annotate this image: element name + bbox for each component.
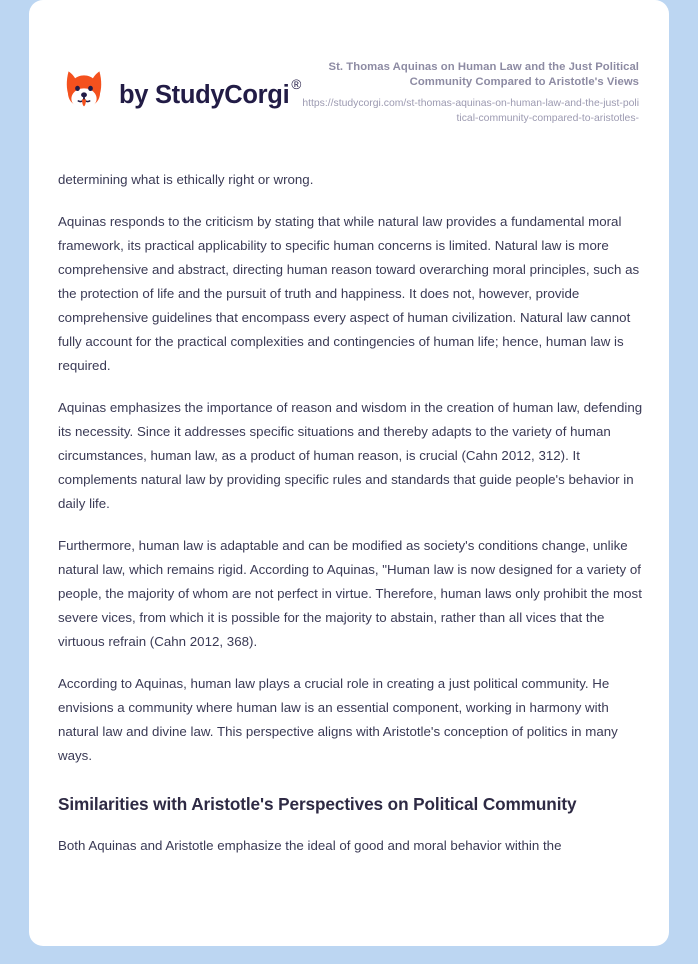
brand-name: by StudyCorgi	[119, 80, 290, 109]
section-heading: Similarities with Aristotle's Perspectives on Political Community	[58, 794, 577, 815]
document-sheet	[29, 0, 669, 946]
corgi-logo-icon	[58, 64, 110, 116]
registered-trademark-icon: ®	[291, 76, 302, 92]
paragraph: Furthermore, human law is adaptable and can be modified as society's conditions change, unlike natural law, which remains rigid. According to Aquinas, "Human law is now designed for a variety of people, the majority of whom are not perfect in virtue. Therefore, human laws only prohibit the most severe vices, from which it is possible for the majority to abstain, rather than all vices that the virtuous refrain (Cahn 2012, 368).	[58, 538, 642, 650]
paragraph: determining what is ethically right or wrong.	[58, 172, 314, 188]
article-body	[29, 168, 669, 858]
paragraph: Aquinas emphasizes the importance of reason and wisdom in the creation of human law, defending its necessity. Since it addresses specific situations and thereby adapts to the variety of human circumstances, human law, as a product of human reason, is crucial (Cahn 2012, 312). It complements natural law by providing specific rules and standards that guide people's behavior in daily life.	[58, 400, 643, 512]
paragraph: According to Aquinas, human law plays a crucial role in creating a just political community. He envisions a community where human law is an essential component, working in harmony with natural law and divine law. This perspective aligns with Aristotle's conception of politics in many ways.	[58, 676, 618, 764]
brand-block[interactable]	[58, 58, 301, 116]
brand-wordmark	[119, 72, 301, 109]
page-url[interactable]: https://studycorgi.com/st-thomas-aquinas-on-human-law-and-the-just-political-community-compared-to-aristotles-	[302, 97, 639, 124]
page-title: St. Thomas Aquinas on Human Law and the Just Political Community Compared to Aristotle's Views	[328, 61, 639, 88]
document-meta	[301, 58, 639, 126]
paragraph: Aquinas responds to the criticism by stating that while natural law provides a fundamental moral framework, its practical applicability to specific human concerns is limited. Natural law is more comprehensive and abstract, directing human reason toward overarching moral principles, such as the protection of life and the pursuit of truth and happiness. It does not, however, provide comprehensive guidelines that encompass every aspect of human civilization. Natural law cannot fully account for the practical complexities and contingencies of human life; hence, human law is required.	[58, 214, 640, 374]
paragraph: Both Aquinas and Aristotle emphasize the ideal of good and moral behavior within the	[58, 838, 562, 854]
document-header	[29, 0, 669, 126]
